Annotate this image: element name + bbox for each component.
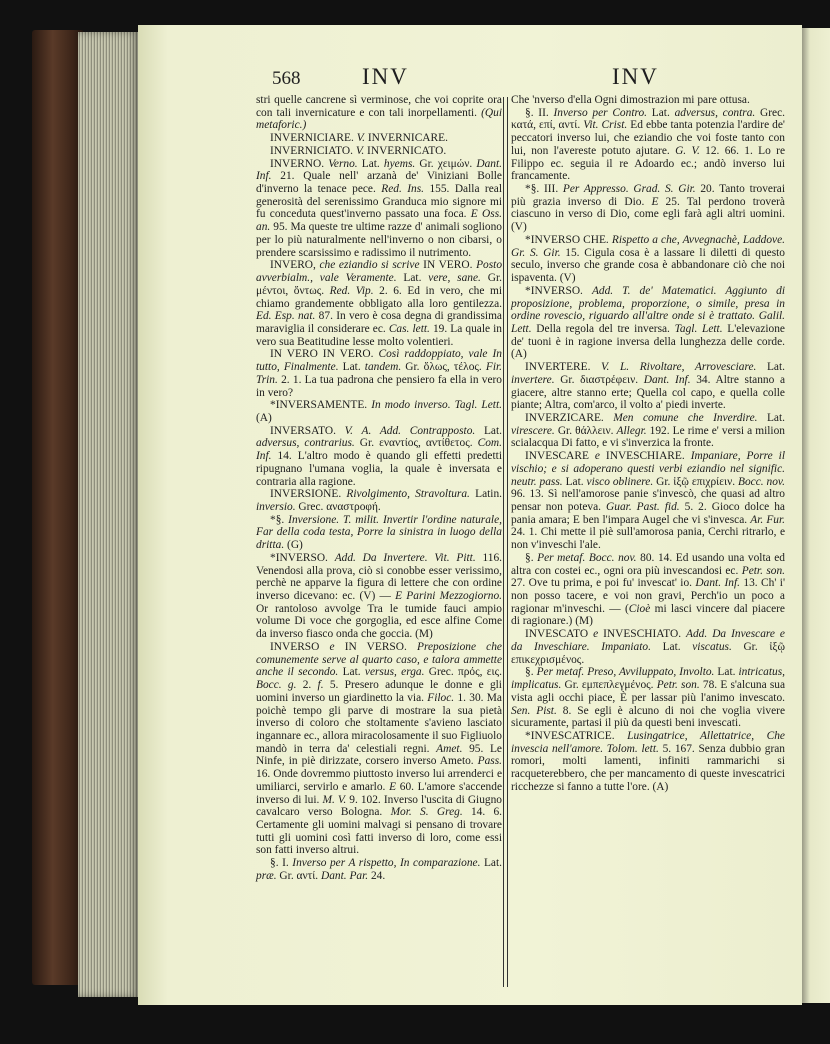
entry-text: 155. Dalla real generosità del serenissimo Granduca mio signore mi fu conceduta quest'inverno passato una foca.	[256, 183, 502, 221]
italic-text: e	[329, 640, 335, 653]
entry-text: Grec. αναστροφή.	[295, 501, 381, 513]
dictionary-entry	[256, 259, 502, 348]
italic-text: vere, sane.	[428, 272, 481, 285]
entry-text: 5. 2. Gioco dolce ha pania amara; E ben l'impara Augel che vi s'invesca.	[511, 501, 785, 526]
dictionary-entry	[511, 183, 785, 234]
italic-text: inversio.	[256, 501, 296, 513]
dictionary-entry	[256, 641, 502, 857]
entry-text: 24. 1. Chi mette il piè sull'amorosa pania, Cerchi ritrarlo, e non v'inveschi l'ale.	[511, 526, 785, 552]
dictionary-entry	[256, 158, 502, 260]
dictionary-entry	[511, 361, 785, 412]
entry-text: (G)	[284, 539, 303, 552]
italic-text: G. V.	[675, 144, 700, 157]
italic-text: Add. T. de' Matematici. Aggiunto di proposizione, problema, proporzione, o simile, presa in ordine rovescio, riguardo all'altre onde si è trattato. Galil. Lett.	[511, 284, 785, 335]
italic-text: E	[651, 195, 659, 208]
entry-text: Gr. θάλλειν.	[554, 424, 617, 437]
entry-text: Gr. αντί.	[276, 869, 321, 882]
italic-text: V.	[355, 144, 365, 157]
dictionary-entry	[511, 666, 785, 730]
entry-text: Lat.	[475, 424, 502, 437]
page-number: 568	[272, 68, 301, 89]
entry-text: 25. Tal perdono troverà ciascuno in verso di Dio, come egli farà agli altri uomini. (V)	[511, 195, 785, 234]
italic-text: e	[594, 450, 600, 463]
italic-text: Pass.	[477, 755, 502, 768]
dictionary-entry	[511, 412, 785, 450]
italic-text: Inverso per A rispetto, In comparazione.	[292, 857, 481, 870]
entry-text: 14. 6. Certamente gli uomini malvagi si pensano di trovare tutti gli uomini così fatti inverso di loro, come essi son fatti inverso altrui.	[256, 806, 503, 857]
italic-text: che eziandio si scrive	[319, 259, 420, 272]
entry-text: *INVESCATRICE.	[525, 729, 628, 742]
italic-text: (Qui metaforic.)	[256, 106, 502, 132]
dictionary-entry	[511, 730, 785, 794]
italic-text: E Oss. an.	[256, 208, 502, 234]
italic-text: f.	[317, 679, 324, 692]
entry-text: INVERNICARE.	[365, 132, 448, 145]
entry-text: 192. Le rime e' versi a milion scialacqua Di fatto, e vi s'inverzica la fronte.	[511, 424, 785, 450]
italic-text: E	[389, 780, 397, 793]
dictionary-entry	[511, 552, 785, 628]
entry-text: *INVERSO.	[270, 551, 335, 564]
entry-text: Lat.	[647, 106, 675, 119]
entry-text: Grec. κατά, επί, αντί.	[511, 106, 785, 132]
entry-text: *§.	[270, 513, 289, 526]
entry-text: 27. Ove tu prima, e poi fu' invescat' io.	[511, 577, 696, 590]
dictionary-entry	[256, 552, 502, 641]
italic-text: Men comune che Inverdire.	[613, 411, 758, 424]
entry-text: Or rantoloso avvolge Tra le tumide fauci ampio volume Di voce che gorgoglia, ed esce alfine Come da inverso fiasco onda che goccia. (M)	[256, 602, 502, 641]
italic-text: Red. Ins.	[381, 183, 425, 196]
entry-text: Lat.	[338, 361, 365, 374]
right-column	[511, 94, 785, 794]
italic-text: V. A. Add. Contrapposto.	[344, 424, 476, 437]
entry-text: Lat.	[756, 361, 786, 374]
entry-text: 2. 6. Ed in vero, che mi chiamo grandemente obbligato alla loro gentilezza.	[256, 284, 502, 310]
dictionary-entry	[256, 348, 502, 399]
running-header-right: INV	[612, 64, 659, 89]
italic-text: Dant. Inf.	[256, 157, 502, 183]
entry-text: Gr. ἰξῷ επιχρίειν.	[653, 475, 738, 488]
dictionary-entry	[256, 857, 502, 882]
entry-text: 16. Onde dovremmo piuttosto inverso lui arrenderci e umiliarci, servirlo e amarlo.	[256, 768, 502, 793]
entry-text: 87. In vero è cosa degna di grandissima maraviglia il considerare ec.	[256, 310, 502, 335]
entry-text: 20. Tanto troverai più grazia inverso di Dio.	[511, 183, 785, 208]
dictionary-entry	[511, 628, 785, 666]
dictionary-entry	[256, 514, 502, 552]
entry-text: INVESCHIARE.	[599, 450, 691, 463]
entry-text: 8. Se egli è alcuno di noi che voglia vivere sicuramente, partasi il più da questi beni invescati.	[511, 704, 785, 730]
entry-text: 5. 167. Senza dubbio gran romori, molti lamenti, infiniti rammarichi si racqueterebbero, che per mancamento di queste invescatrici ricchezze si fanno a tutte l'ore. (A)	[511, 742, 785, 793]
italic-text: Preposizione che comunemente serve al quarto caso, e talora ammette anche il secondo.	[256, 640, 502, 679]
dictionary-entry	[256, 399, 502, 424]
italic-text: Bocc. g.	[256, 679, 297, 692]
entry-text: Gr. ὅλως, τέλος.	[401, 361, 486, 374]
entry-text: *INVERSAMENTE.	[270, 399, 372, 412]
entry-text: Gr. εναντίος, αντίθετος.	[354, 437, 478, 450]
entry-text: Ed ebbe tanta potenzia l'ardire de' peccatori inverso lui, che eziandio che voi foste tanto con lui, non l'avereste potuto ajutare.	[511, 119, 785, 157]
entry-text: *INVERSO.	[525, 284, 592, 297]
entry-text: Gr. μέντοι, ὄντως.	[256, 272, 502, 297]
facing-page-edge	[802, 28, 830, 1003]
dictionary-entry	[511, 450, 785, 552]
dictionary-entry	[511, 234, 785, 285]
page-edges	[78, 32, 140, 997]
italic-text: hyems.	[383, 157, 416, 170]
entry-text: 2.	[296, 679, 318, 692]
entry-text: *§. III.	[525, 183, 563, 196]
italic-text: Inversione. T. milit. Invertir l'ordine naturale, Far della coda testa, Porre la sinistra in luogo della dritta.	[256, 513, 502, 552]
entry-text: §. II.	[525, 106, 554, 119]
italic-text: adversus, contra.	[674, 106, 756, 119]
italic-text: In modo inverso. Tagl. Lett.	[371, 399, 502, 412]
entry-text: §.	[525, 551, 538, 564]
italic-text: Rivolgimento, Stravoltura.	[346, 488, 470, 501]
italic-text: Per metaf. Preso, Avviluppato, Involto.	[536, 666, 715, 679]
entry-text: INVERNO.	[270, 157, 329, 170]
italic-text: Verno.	[328, 157, 358, 170]
entry-text: Lat.	[650, 640, 693, 653]
dictionary-entry	[256, 94, 502, 132]
entry-text: INVERNICIARE.	[270, 132, 357, 145]
entry-text: stri quelle cancrene sì verminose, che voi coprite ora con tali invernicature e con tali inorpellamenti.	[256, 94, 502, 119]
entry-text: 19. La quale in vero sua Beatitudine lesse molto volentieri.	[256, 322, 502, 348]
italic-text: Ed. Esp. nat.	[256, 310, 316, 323]
italic-text: Mor. S. Greg.	[390, 806, 463, 819]
italic-text: viscatus.	[692, 640, 732, 653]
entry-text: IN VERO.	[419, 259, 477, 272]
entry-text: Lat.	[396, 272, 429, 285]
italic-text: Add. Da Invertere. Vit. Pitt.	[334, 551, 476, 564]
italic-text: Petr. son.	[656, 679, 700, 692]
entry-text: Che 'nverso d'ella Ogni dimostrazion mi pare ottusa.	[511, 94, 750, 106]
entry-text: (A)	[256, 411, 272, 424]
entry-text: INVERSO	[270, 640, 330, 653]
italic-text: tandem.	[364, 361, 402, 374]
italic-text: Allegr.	[616, 424, 647, 437]
italic-text: Fir. Trin.	[256, 361, 502, 386]
entry-text: INVERSIONE.	[270, 488, 347, 501]
italic-text: intricatus, implicatus.	[511, 666, 785, 692]
entry-text: mi lasci vincere dal piacere di ragionare.) (M)	[511, 602, 785, 628]
entry-text: Gr. χειμών.	[415, 157, 477, 170]
entry-text: Gr. εμπεπλεγμένος.	[561, 679, 657, 692]
italic-text: Cas. lett.	[388, 322, 430, 335]
entry-text: 15. Cigula cosa è a lassare li diletti di questo seculo, inverso che grande cosa è abbandonare ciò che noi ispaventa. (V)	[511, 246, 786, 285]
italic-text: Lusingatrice, Allettatrice, Che invescia nell'amore. Tolom. lett.	[511, 729, 785, 755]
italic-text: invertere.	[511, 373, 555, 386]
entry-text: Latin.	[469, 488, 503, 501]
entry-text: 21. Quale nell' arzanà de' Viniziani Bolle d'inverno la tenace pece.	[256, 170, 502, 196]
italic-text: Dant. Par.	[320, 869, 369, 882]
dictionary-entry	[511, 285, 785, 361]
entry-text: Gr. ἰξῷ επικεχρισμένος.	[511, 640, 785, 666]
italic-text: visco oblinere.	[586, 475, 654, 488]
entry-text: 95. Ma queste tre ultime razze d' animali sogliono per lo più naturalmente nell'inverno o non cibarsi, o prendere scarsissimo e radissimo il nutrimento.	[256, 221, 502, 259]
entry-text: IN VERSO.	[334, 640, 417, 653]
entry-text: Lat.	[338, 666, 365, 679]
dictionary-entry	[256, 488, 502, 513]
entry-text: 116. Venendosi alla prova, ciò si conobbe esser verissimo, perchè ne apparve la figura di lettere che con ordine inverso dicevano: ec. (V) —	[256, 551, 502, 603]
dictionary-entry	[256, 132, 502, 145]
entry-text: 5. Presero adunque le donne e gli uomini inverso un giardinetto la via.	[256, 679, 502, 704]
italic-text: Com. Inf.	[256, 437, 502, 463]
entry-text: 96. 13. Sì nell'amorose panie s'invescò, che quasi ad altro pensar non poteva.	[511, 488, 785, 513]
dictionary-entry	[256, 425, 502, 489]
italic-text: Per Appresso. Grad. S. Gir.	[562, 183, 696, 196]
entry-text: Gr. διαστρέφειν.	[554, 373, 644, 386]
italic-text: e	[593, 628, 599, 641]
italic-text: versus, erga.	[364, 666, 425, 679]
italic-text: Tagl. Lett.	[674, 322, 723, 335]
italic-text: V.	[356, 132, 366, 145]
italic-text: V. L. Rivoltare, Arrovesciare.	[601, 361, 757, 374]
italic-text: Così raddoppiato, vale In tutto, Finalmente.	[256, 348, 502, 374]
running-header-left: INV	[362, 64, 409, 89]
italic-text: Add. Da Invescare e da Inveschiare. Impaniato.	[511, 628, 785, 653]
italic-text: Inverso per Contro.	[553, 106, 648, 119]
entry-text: 9. 102. Inverso l'uscita di Giugno cavalcaro verso Bologna.	[256, 793, 502, 819]
entry-text: Lat.	[562, 475, 587, 488]
entry-text: INVERNICATO.	[364, 144, 447, 157]
entry-text: 60. L'amore s'accende inverso di lui.	[256, 780, 502, 806]
book-cover-edge	[32, 30, 84, 985]
italic-text: Sen. Pist.	[511, 704, 557, 717]
entry-text: 1. 30. Ma poichè tempo gli parve di mostrare la sua pietà inverso di coloro che stoltamente s'avieno lasciato ingannare ec., allora miracolosamente il suo Figliuolo mandò in terra da' celestiali regni.	[256, 691, 502, 755]
italic-text: Petr. son.	[741, 564, 785, 577]
entry-text: 78. E s'alcuna sua vista agli occhi piace, È per lassar più l'animo invescato.	[511, 679, 786, 704]
entry-text: INVERSATO.	[270, 424, 345, 437]
entry-text: 95. Le Ninfe, in piè dirizzate, corsero inverso Ameto.	[256, 742, 502, 768]
italic-text: Amet.	[436, 742, 463, 755]
entry-text: 13. Ch' i' non posso tacere, e voi non gravi, Perch'io un poco a ragionar m'inveschi. — (	[511, 577, 785, 615]
italic-text: Red. Vip.	[329, 284, 374, 297]
dictionary-entry	[256, 145, 502, 158]
italic-text: Filoc.	[427, 691, 455, 704]
entry-text: 2. 1. La tua padrona che pensiero fa ella in vero in vero?	[256, 373, 502, 399]
entry-text: INVESCARE	[525, 450, 595, 463]
entry-text: Lat.	[357, 157, 384, 170]
italic-text: E Parini Mezzogiorno.	[395, 590, 502, 603]
dictionary-entry	[511, 94, 785, 107]
italic-text: Bocc. nov.	[738, 475, 785, 488]
italic-text: Dant. Inf.	[695, 577, 740, 590]
entry-text: *INVERSO CHE.	[525, 233, 612, 246]
entry-text: INVERZICARE.	[525, 411, 614, 424]
entry-text: 80. 14. Ed usando una volta ed altra con costei ec., ogni ora più invescandosi ec.	[511, 551, 785, 577]
entry-text: 14. L'altro modo è quando gli effetti predetti ripugnano l'umana voglia, la quale è inversata e contraria alla ragione.	[256, 450, 502, 488]
entry-text: INVERNICIATO.	[270, 144, 356, 157]
entry-text: 12. 66. 1. Lo re Filippo ec. seguia il re Adoardo ec.; andò inverso lui francamente.	[511, 144, 785, 183]
entry-text: Grec. πρός, εις.	[424, 666, 502, 679]
italic-text: Per metaf. Bocc. nov.	[537, 551, 637, 564]
italic-text: Impaniare, Porre il vischio; e si adoperano questi verbi eziandio nel signific. neutr. pass.	[511, 450, 785, 488]
dictionary-entry	[511, 107, 785, 183]
entry-text: Lat.	[480, 857, 502, 870]
italic-text: adversus, contrarius.	[256, 437, 355, 450]
entry-text: INVERO,	[270, 259, 320, 272]
italic-text: Guar. Past. fid.	[606, 501, 680, 513]
italic-text: Ar. Fur.	[750, 513, 786, 526]
entry-text: 34. Altre stanno a giacere, altre stanno erte; Quella col capo, e quella colle piante; Altra, com'arco, il volto a' piedi inverte.	[511, 373, 785, 412]
entry-text: Lat.	[757, 411, 785, 424]
entry-text: IN VERO IN VERO.	[270, 348, 379, 361]
entry-text: INVESCHIATO.	[598, 628, 687, 641]
italic-text: virescere.	[511, 424, 555, 437]
italic-text: Cioè	[628, 602, 651, 615]
entry-text: INVERTERE.	[525, 361, 602, 374]
column-divider	[503, 97, 508, 987]
entry-text: Della regola del tre inversa.	[531, 322, 675, 335]
entry-text: L'elevazione de' tuoni è in ragione inversa della lunghezza delle corde. (A)	[511, 322, 785, 361]
italic-text: Posto avverbialm., vale Veramente.	[256, 259, 503, 285]
italic-text: Vit. Crist.	[583, 119, 628, 132]
entry-text: INVESCATO	[525, 628, 594, 641]
entry-text: 24.	[368, 869, 386, 882]
entry-text: §. I.	[270, 857, 293, 870]
italic-text: Dant. Inf.	[643, 373, 691, 386]
italic-text: Rispetto a che, Avvegnachè, Laddove. Gr. S. Gir.	[511, 233, 785, 259]
left-column	[256, 94, 502, 883]
italic-text: M. V.	[322, 793, 347, 806]
entry-text: §.	[525, 666, 537, 679]
entry-text: Lat.	[714, 666, 739, 679]
italic-text: præ.	[256, 869, 277, 882]
